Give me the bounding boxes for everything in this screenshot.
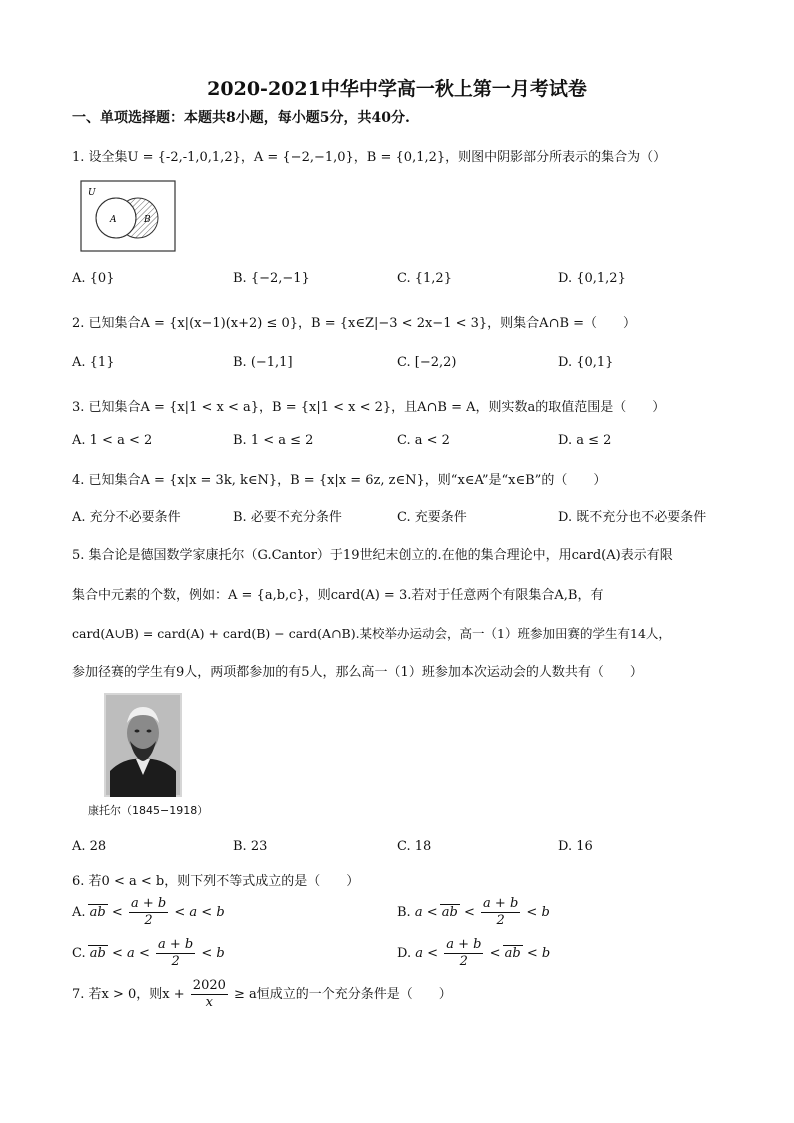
question-5-line-3: card(A∪B) = card(A) + card(B) − card(A∩B).某校举办运动会，高一（1）班参加田赛的学生有14人， (72, 626, 671, 641)
sqrt-ab: ab (441, 905, 458, 920)
question-4-stem: 4. 已知集合A = {x|x = 3k, k∈N}，B = {x|x = 6z, z∈N}，则“x∈A”是“x∈B”的（ ） (72, 473, 607, 488)
question-3-stem: 3. 已知集合A = {x|1 < x < a}，B = {x|1 < x < 2}，且A∩B = A，则实数a的取值范围是（ ） (72, 400, 666, 415)
question-5-line-4: 参加径赛的学生有9人，两项都参加的有5人，那么高一（1）班参加本次运动会的人数共有（ ） (72, 665, 643, 680)
venn-label-b: B (144, 215, 151, 225)
q3-option-b: B. 1 < a ≤ 2 (233, 433, 314, 448)
venn-label-a: A (110, 215, 117, 225)
q1-option-d: D. {0,1,2} (558, 271, 626, 286)
q2-option-d: D. {0,1} (558, 355, 614, 370)
q6-option-a: A. ab < $\frac{a + b}{2}$ < a < b (72, 896, 225, 928)
fraction-a-plus-b-over-2: $\frac{a + b}{2}$ (157, 937, 194, 969)
question-7-stem: 7. 若x > 0，则x + $\frac{2020}{x}$ ≥ a恒成立的一个充分条件是（ ） (72, 978, 452, 1010)
q4-option-b: B. 必要不充分条件 (233, 510, 342, 525)
question-2-stem: 2. 已知集合A = {x|(x−1)(x+2) ≤ 0}，B = {x∈Z|−3 < 2x−1 < 3}，则集合A∩B =（ ） (72, 316, 637, 331)
fraction-a-plus-b-over-2: $\frac{a + b}{2}$ (130, 896, 167, 928)
q2-option-c: C. [−2,2) (397, 355, 457, 370)
q3-option-d: D. a ≤ 2 (558, 433, 612, 448)
q2-option-a: A. {1} (72, 355, 115, 370)
q6-option-d: D. a < $\frac{a + b}{2}$ < ab < b (397, 937, 551, 969)
sqrt-ab: ab (89, 946, 106, 961)
sqrt-ab: ab (89, 905, 106, 920)
portrait-caption: 康托尔（1845−1918） (88, 804, 209, 817)
venn-label-u: U (88, 188, 96, 198)
q3-option-a: A. 1 < a < 2 (72, 433, 153, 448)
q3-option-c: C. a < 2 (397, 433, 450, 448)
fraction-a-plus-b-over-2: $\frac{a + b}{2}$ (446, 937, 482, 969)
question-5-line-1: 5. 集合论是德国数学家康托尔（G.Cantor）于19世纪末创立的.在他的集合理论中，用card(A)表示有限 (72, 548, 673, 563)
cantor-portrait (104, 693, 182, 797)
page-title: 2020-2021中华中学高一秋上第一月考试卷 (207, 78, 587, 100)
question-1-stem: 1. 设全集U = {-2,-1,0,1,2}，A = {−2,−1,0}，B = {0,1,2}，则图中阴影部分所表示的集合为（） (72, 150, 667, 165)
q4-option-d: D. 既不充分也不必要条件 (558, 510, 707, 525)
question-5-line-2: 集合中元素的个数，例如：A = {a,b,c}，则card(A) = 3.若对于任意两个有限集合A,B，有 (72, 588, 604, 603)
sqrt-ab: ab (504, 946, 521, 961)
q2-option-b: B. (−1,1] (233, 355, 293, 370)
q5-option-a: A. 28 (72, 839, 107, 854)
q4-option-c: C. 充要条件 (397, 510, 467, 525)
q1-option-c: C. {1,2} (397, 271, 452, 286)
q5-option-d: D. 16 (558, 839, 593, 854)
q1-option-b: B. {−2,−1} (233, 271, 310, 286)
q6-option-b: B. a < ab < $\frac{a + b}{2}$ < b (397, 896, 550, 928)
fraction-2020-over-x: $\frac{2020}{x}$ (192, 978, 226, 1010)
section-heading: 一、单项选择题：本题共8小题，每小题5分，共40分. (72, 110, 410, 126)
question-6-stem: 6. 若0 < a < b，则下列不等式成立的是（ ） (72, 874, 360, 889)
venn-diagram (80, 180, 176, 254)
q4-option-a: A. 充分不必要条件 (72, 510, 181, 525)
fraction-a-plus-b-over-2: $\frac{a + b}{2}$ (483, 896, 519, 928)
q5-option-c: C. 18 (397, 839, 432, 854)
q6-option-c: C. ab < a < $\frac{a + b}{2}$ < b (72, 937, 225, 969)
q5-option-b: B. 23 (233, 839, 268, 854)
q1-option-a: A. {0} (72, 271, 115, 286)
